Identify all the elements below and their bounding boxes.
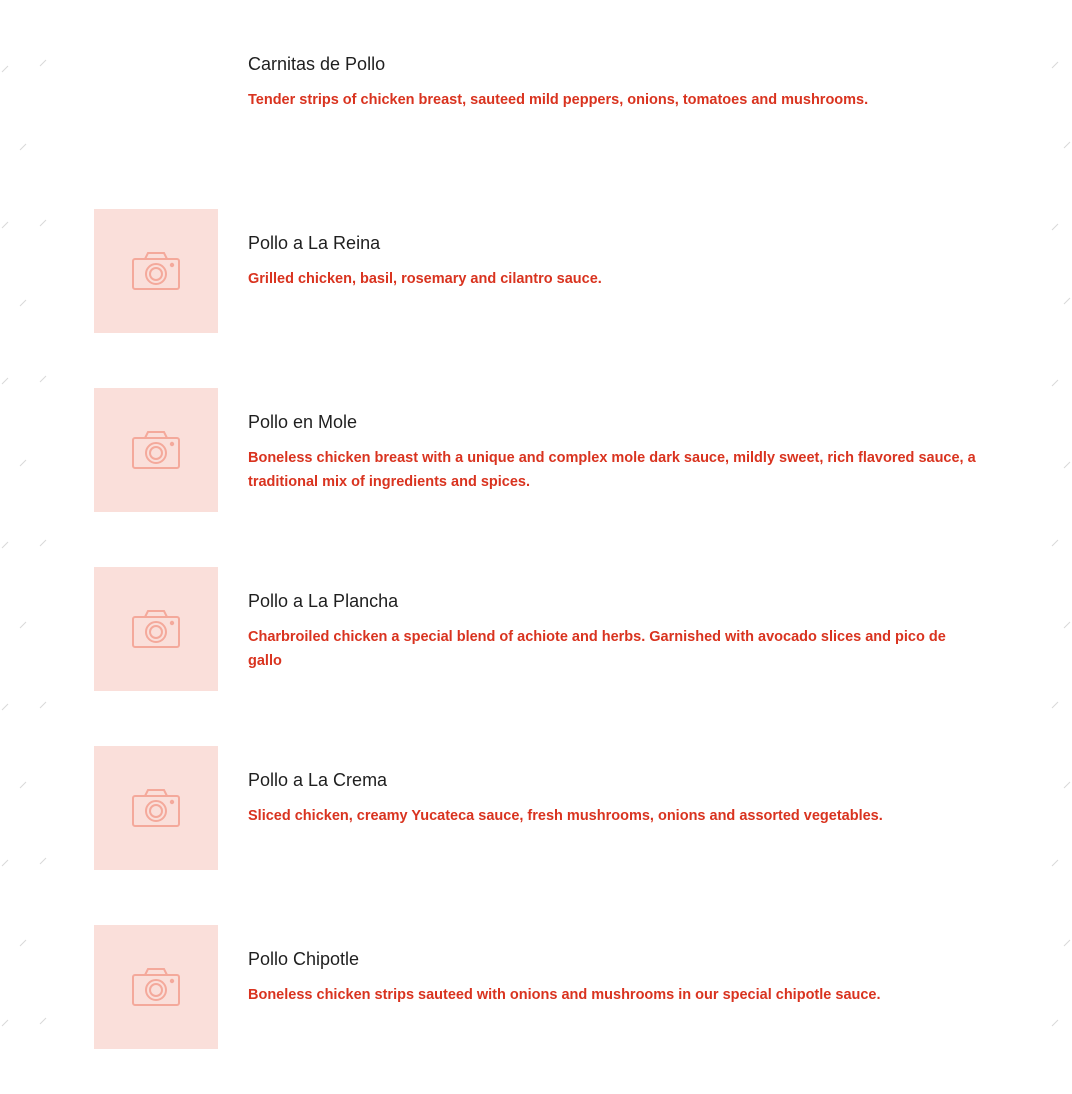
menu-item-image[interactable]	[94, 567, 218, 691]
menu-item[interactable]	[94, 388, 994, 512]
menu-item-image[interactable]	[94, 925, 218, 1049]
menu-item-description: Grilled chicken, basil, rosemary and cilantro sauce.	[248, 271, 602, 287]
background-pattern-left	[0, 0, 60, 1094]
camera-icon	[131, 608, 181, 650]
menu-item[interactable]	[94, 209, 994, 333]
menu-item-description: Boneless chicken strips sauteed with onions and mushrooms in our special chipotle sauce.	[248, 987, 881, 1003]
menu-item-image[interactable]	[94, 746, 218, 870]
menu-item-image[interactable]	[94, 209, 218, 333]
menu-item-description: Boneless chicken breast with a unique and complex mole dark sauce, mildly sweet, rich flavored sauce, a traditional mix of ingredients and spices.	[248, 450, 976, 490]
background-pattern-right	[1012, 0, 1072, 1094]
menu-item-title[interactable]: Pollo Chipotle	[248, 949, 360, 969]
menu-item-description: Charbroiled chicken a special blend of achiote and herbs. Garnished with avocado slices and pico de gallo	[248, 629, 946, 669]
menu-item-image[interactable]	[94, 388, 218, 512]
menu-item-description: Sliced chicken, creamy Yucateca sauce, fresh mushrooms, onions and assorted vegetables.	[248, 808, 883, 824]
menu-item[interactable]	[94, 746, 994, 870]
camera-icon	[131, 429, 181, 471]
menu-item-title[interactable]: Pollo en Mole	[248, 412, 358, 432]
menu-item-title[interactable]: Pollo a La Crema	[248, 770, 388, 790]
menu-item-title[interactable]: Carnitas de Pollo	[248, 54, 386, 74]
menu-item[interactable]	[94, 30, 994, 154]
menu-item-description: Tender strips of chicken breast, sauteed mild peppers, onions, tomatoes and mushrooms.	[248, 92, 869, 108]
camera-icon	[131, 787, 181, 829]
camera-icon	[131, 966, 181, 1008]
menu-item[interactable]	[94, 567, 994, 691]
camera-icon	[131, 250, 181, 292]
menu-item-title[interactable]: Pollo a La Reina	[248, 233, 381, 253]
menu-item-image-placeholder	[94, 30, 218, 154]
menu-item-title[interactable]: Pollo a La Plancha	[248, 591, 399, 611]
menu-item[interactable]	[94, 925, 994, 1049]
